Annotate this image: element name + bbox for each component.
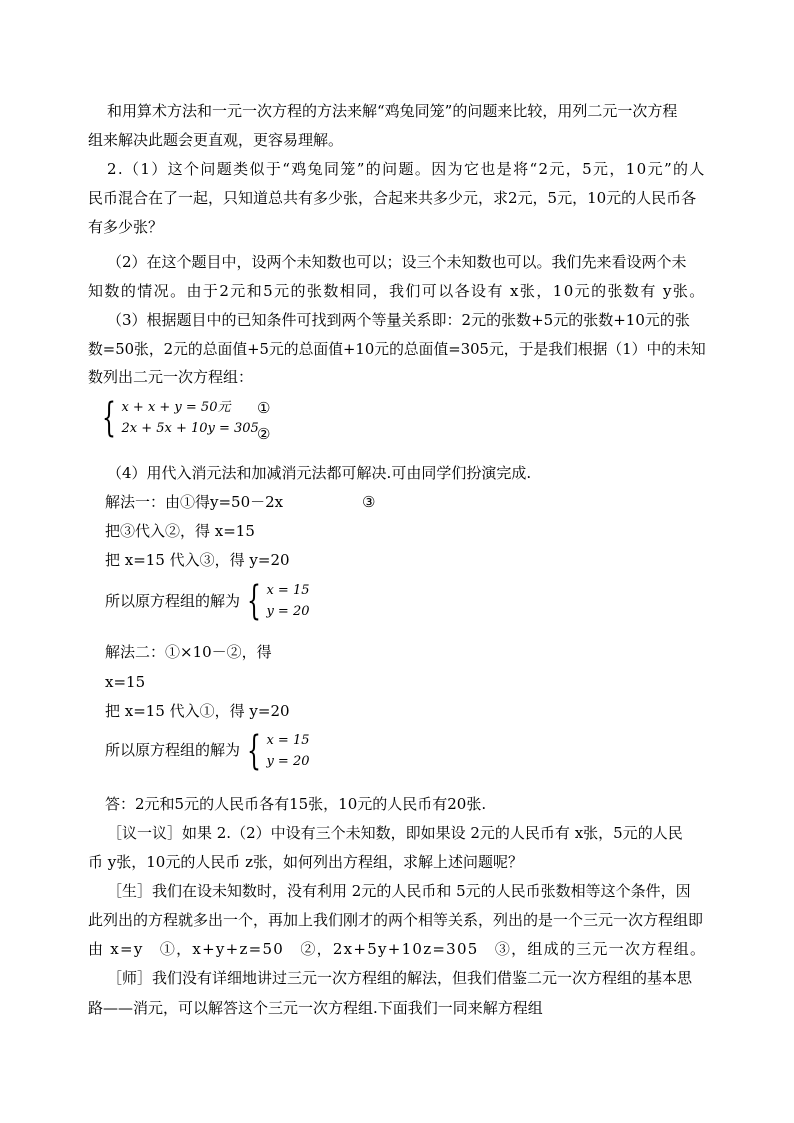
solution-x: x = 15 <box>266 583 310 598</box>
paragraph-line: （3）根据题目中的已知条件可找到两个等量关系即：2元的张数+5元的张数+10元的张 <box>107 311 690 329</box>
answer-line: 答：2元和5元的人民币各有15张，10元的人民币有20张. <box>105 795 487 813</box>
solution-x: x = 15 <box>266 733 310 748</box>
paragraph-line: 民币混合在了一起，只知道总共有多少张，合起来共多少元，求2元，5元，10元的人民币各 <box>88 189 697 207</box>
brace: { <box>102 395 116 441</box>
paragraph-line: ［议一议］如果 2.（2）中设有三个未知数，即如果设 2元的人民币有 x张，5元的人民 <box>107 824 683 842</box>
paragraph-line: 有多少张？ <box>88 218 164 236</box>
paragraph-line: （4）用代入消元法和加减消元法都可解决.可由同学们扮演完成. <box>107 464 532 482</box>
paragraph-line: 所以原方程组的解为 <box>105 741 241 759</box>
equation-system <box>102 397 259 439</box>
paragraph-line: 币 y张，10元的人民币 z张，如何列出方程组，求解上述问题呢？ <box>88 853 524 871</box>
paragraph-line: 和用算术方法和一元一次方程的方法来解“鸡兔同笼”的问题来比较，用列二元一次方程 <box>107 102 678 120</box>
brace: { <box>247 728 261 774</box>
paragraph-line: 数列出二元一次方程组： <box>88 368 254 386</box>
paragraph-line: 此列出的方程就多出一个，再加上我们刚才的两个相等关系，列出的是一个三元一次方程组即 <box>88 911 704 929</box>
paragraph-line: 组来解决此题会更直观，更容易理解。 <box>88 131 344 149</box>
solution-system-1 <box>247 580 310 622</box>
paragraph-line: 把 x=15 代入③，得 y=20 <box>105 551 290 569</box>
equation-1: x + x + y = 50元 <box>121 400 231 415</box>
circled-number-3: ③ <box>362 493 376 511</box>
paragraph-line: x=15 <box>105 673 146 691</box>
paragraph-line: 2.（1）这个问题类似于“鸡兔同笼”的问题。因为它也是将“2元，5元，10元”的人 <box>107 160 706 178</box>
solution-y: y = 20 <box>266 604 310 619</box>
paragraph-line: 把③代入②，得 x=15 <box>105 522 255 540</box>
equation-2: 2x + 5x + 10y = 305 <box>121 421 259 436</box>
paragraph-line: ［生］我们在设未知数时，没有利用 2元的人民币和 5元的人民币张数相等这个条件，因 <box>107 882 691 900</box>
solution-y: y = 20 <box>266 754 310 769</box>
paragraph-line: 解法二：①×10－②，得 <box>105 643 272 661</box>
circled-number-1: ① <box>257 399 271 417</box>
paragraph-line: 由 x=y ①，x+y+z=50 ②，2x+5y+10z=305 ③，组成的三元一次方程组。 <box>88 940 707 958</box>
brace: { <box>247 578 261 624</box>
circled-number-2: ② <box>257 425 271 443</box>
paragraph-line: 知数的情况。由于2元和5元的张数相同，我们可以各设有 x张，10元的张数有 y张。 <box>88 282 706 300</box>
paragraph-line: 路——消元，可以解答这个三元一次方程组.下面我们一同来解方程组 <box>88 999 543 1017</box>
paragraph-line: 数=50张，2元的总面值+5元的总面值+10元的总面值=305元，于是我们根据（1）中的未知 <box>88 340 706 358</box>
paragraph-line: 把 x=15 代入①，得 y=20 <box>105 702 290 720</box>
paragraph-line: 解法一：由①得y=50－2x <box>105 493 284 511</box>
paragraph-line: 所以原方程组的解为 <box>105 592 241 610</box>
solution-system-2 <box>247 730 310 772</box>
paragraph-line: ［师］我们没有详细地讲过三元一次方程组的解法，但我们借鉴二元一次方程组的基本思 <box>107 969 693 987</box>
paragraph-line: （2）在这个题目中，设两个未知数也可以；设三个未知数也可以。我们先来看设两个未 <box>107 253 687 271</box>
